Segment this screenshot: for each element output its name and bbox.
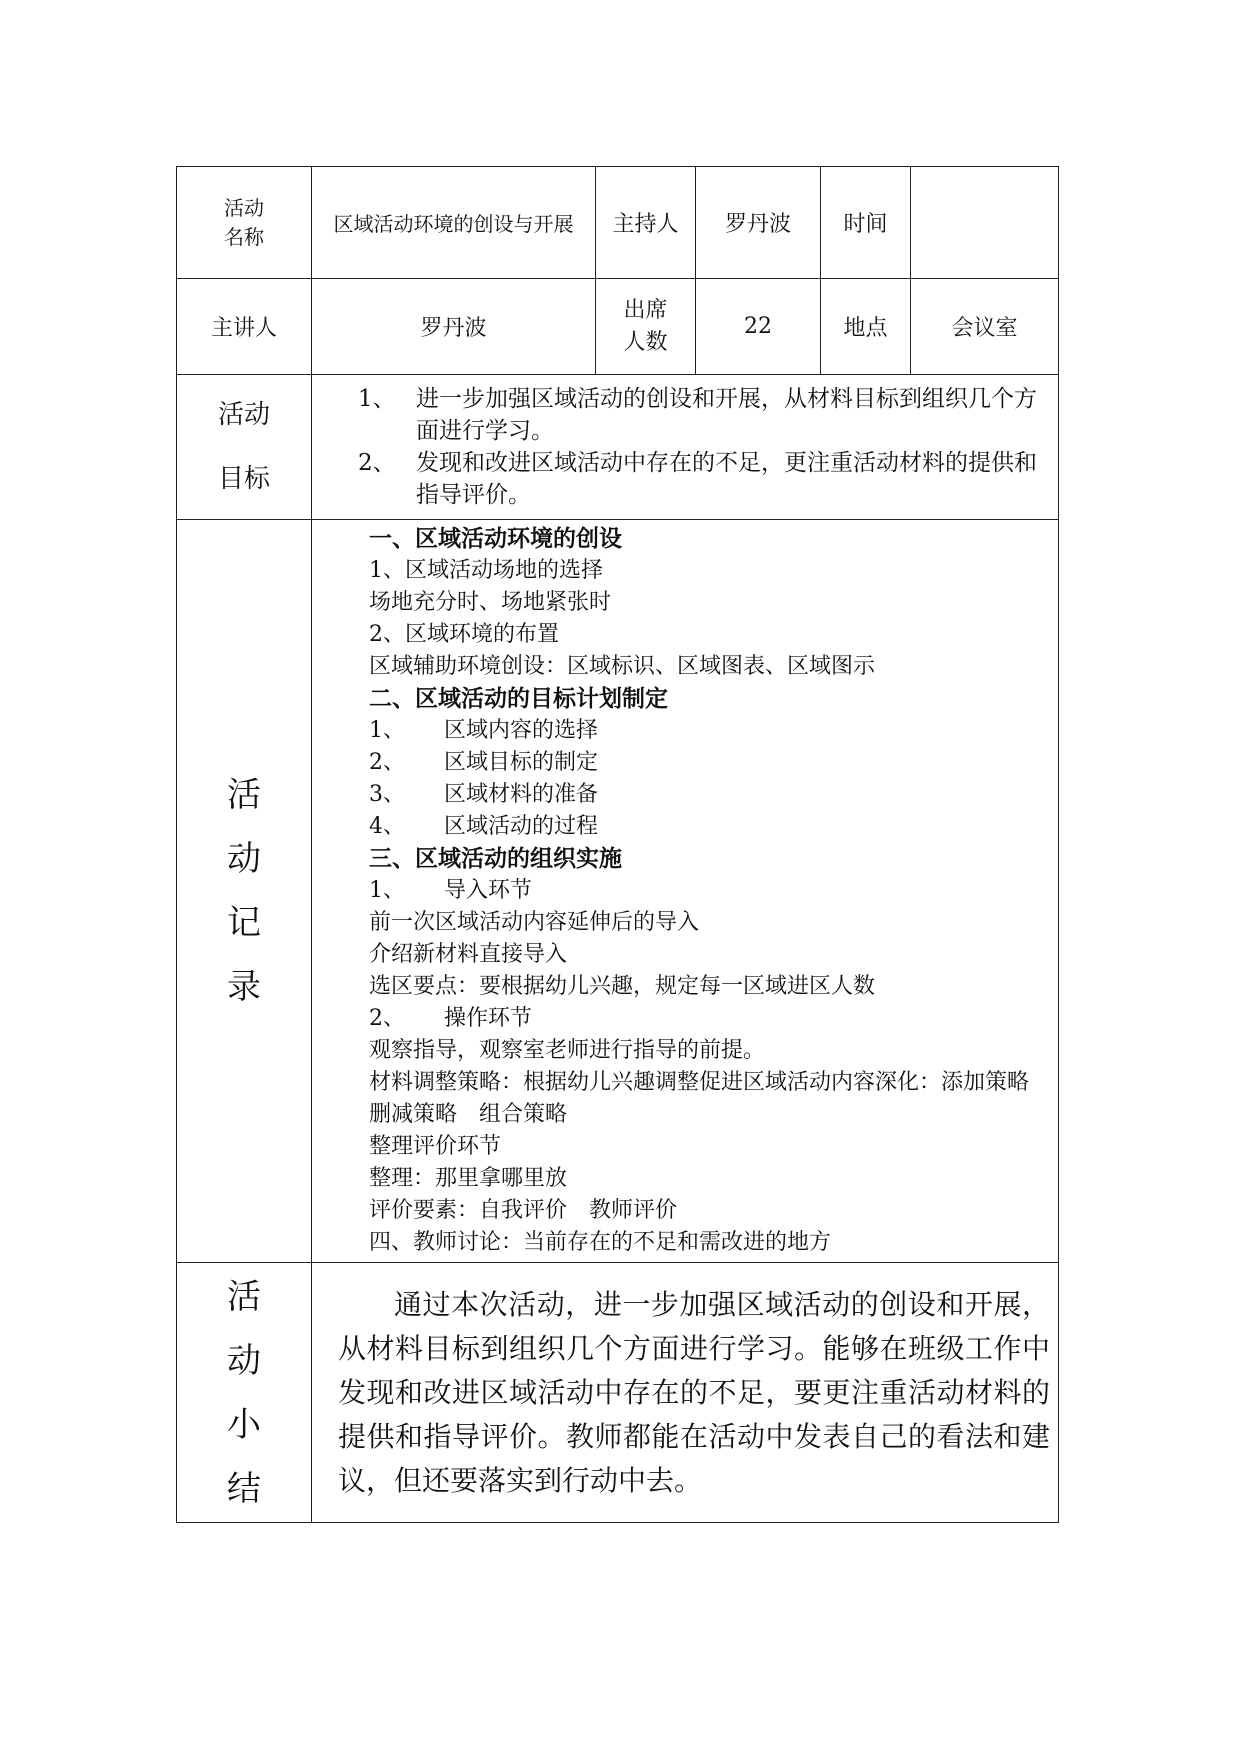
record-list-item xyxy=(369,779,1050,811)
attendance-value: 22 xyxy=(696,279,821,375)
form-row-summary xyxy=(177,1263,1059,1523)
record-list-text: 操作环节 xyxy=(444,1006,533,1031)
goals-content xyxy=(312,375,1059,520)
record-line: 材料调整策略：根据幼儿兴趣调整促进区域活动内容深化：添加策略 删减策略 组合策略 xyxy=(369,1070,1052,1127)
record-list-item xyxy=(369,811,1050,843)
summary-label-cell xyxy=(177,1263,312,1523)
record-list-item xyxy=(369,1003,1050,1035)
record-line: 场地充分时、场地紧张时 xyxy=(369,590,612,615)
record-list-text: 区域目标的制定 xyxy=(444,750,599,775)
goal-number: 2、 xyxy=(358,450,396,476)
record-line: 1、区域活动场地的选择 xyxy=(369,558,603,583)
record-label-cell xyxy=(177,520,312,1263)
goal-item xyxy=(330,383,1048,447)
activity-record-form xyxy=(176,166,1059,1523)
goal-number: 1、 xyxy=(358,386,396,412)
goal-text: 进一步加强区域活动的创设和开展，从材料目标到组织几个方面进行学习。 xyxy=(416,386,1037,444)
record-heading-2: 二、区域活动的目标计划制定 xyxy=(369,685,668,712)
speaker-value: 罗丹波 xyxy=(312,279,596,375)
summary-label-char: 活 xyxy=(227,1276,261,1317)
time-value xyxy=(911,167,1059,279)
summary-content xyxy=(312,1263,1059,1523)
summary-label-char: 动 xyxy=(227,1340,261,1381)
record-label xyxy=(177,763,311,1019)
summary-label-char: 小 xyxy=(227,1404,261,1445)
record-list-number: 2、 xyxy=(369,1006,405,1031)
record-line: 选区要点：要根据幼儿兴趣，规定每一区域进区人数 xyxy=(369,974,876,999)
host-value: 罗丹波 xyxy=(696,167,821,279)
record-line: 整理：那里拿哪里放 xyxy=(369,1166,568,1191)
form-row-goals xyxy=(177,375,1059,520)
location-value: 会议室 xyxy=(911,279,1059,375)
record-line: 前一次区域活动内容延伸后的导入 xyxy=(369,910,700,935)
record-list-item xyxy=(369,747,1050,779)
record-line: 观察指导，观察室老师进行指导的前提。 xyxy=(369,1038,766,1063)
summary-label xyxy=(177,1265,311,1521)
time-label: 时间 xyxy=(821,167,911,279)
form-row-record xyxy=(177,520,1059,1263)
record-list-text: 导入环节 xyxy=(444,878,533,903)
record-content xyxy=(312,520,1059,1263)
goals-list xyxy=(312,383,1058,511)
record-list-text: 区域活动的过程 xyxy=(444,814,599,839)
record-list-number: 1、 xyxy=(369,878,405,903)
record-list-item xyxy=(369,875,1050,907)
record-list-item xyxy=(369,715,1050,747)
activity-name-label-cell xyxy=(177,167,312,279)
location-label: 地点 xyxy=(821,279,911,375)
goals-label-line2: 目标 xyxy=(217,464,270,494)
goals-label-cell xyxy=(177,375,312,520)
host-label: 主持人 xyxy=(596,167,696,279)
record-heading-3: 三、区域活动的组织实施 xyxy=(369,845,622,872)
record-label-char: 动 xyxy=(227,839,261,879)
record-label-char: 活 xyxy=(227,775,261,815)
activity-name-label-line2: 名称 xyxy=(224,224,264,249)
attendance-label-cell xyxy=(596,279,696,375)
record-label-char: 录 xyxy=(227,967,261,1007)
goal-text: 发现和改进区域活动中存在的不足，更注重活动材料的提供和指导评价。 xyxy=(416,450,1037,508)
record-line: 区域辅助环境创设：区域标识、区域图表、区域图示 xyxy=(369,654,876,679)
goal-item xyxy=(330,447,1048,511)
summary-label-char: 结 xyxy=(227,1468,261,1509)
record-heading-1: 一、区域活动环境的创设 xyxy=(369,525,622,552)
attendance-label-line1: 出席 xyxy=(623,297,668,323)
form-row-speaker xyxy=(177,279,1059,375)
goals-label-line1: 活动 xyxy=(217,400,270,430)
record-list-number: 1、 xyxy=(369,718,405,743)
form-row-name xyxy=(177,167,1059,279)
attendance-label-line2: 人数 xyxy=(623,329,668,355)
record-label-char: 记 xyxy=(227,903,261,943)
record-line: 评价要素：自我评价 教师评价 xyxy=(369,1198,678,1223)
record-line: 介绍新材料直接导入 xyxy=(369,942,568,967)
speaker-label: 主讲人 xyxy=(177,279,312,375)
activity-name-label-line1: 活动 xyxy=(224,195,264,220)
record-line: 整理评价环节 xyxy=(369,1134,502,1159)
record-list-number: 3、 xyxy=(369,782,405,807)
record-list-number: 4、 xyxy=(369,814,405,839)
record-line: 四、教师讨论：当前存在的不足和需改进的地方 xyxy=(369,1230,832,1255)
record-list-number: 2、 xyxy=(369,750,405,775)
summary-text: 通过本次活动，进一步加强区域活动的创设和开展，从材料目标到组织几个方面进行学习。能够在班级工作中发现和改进区域活动中存在的不足，要更注重活动材料的提供和指导评价。教师都能在活动中发表自己的看法和建议，但还要落实到行动中去。 xyxy=(338,1287,1050,1497)
record-list-text: 区域内容的选择 xyxy=(444,718,599,743)
record-list-text: 区域材料的准备 xyxy=(444,782,599,807)
record-line: 2、区域环境的布置 xyxy=(369,622,559,647)
activity-name-value: 区域活动环境的创设与开展 xyxy=(312,167,596,279)
